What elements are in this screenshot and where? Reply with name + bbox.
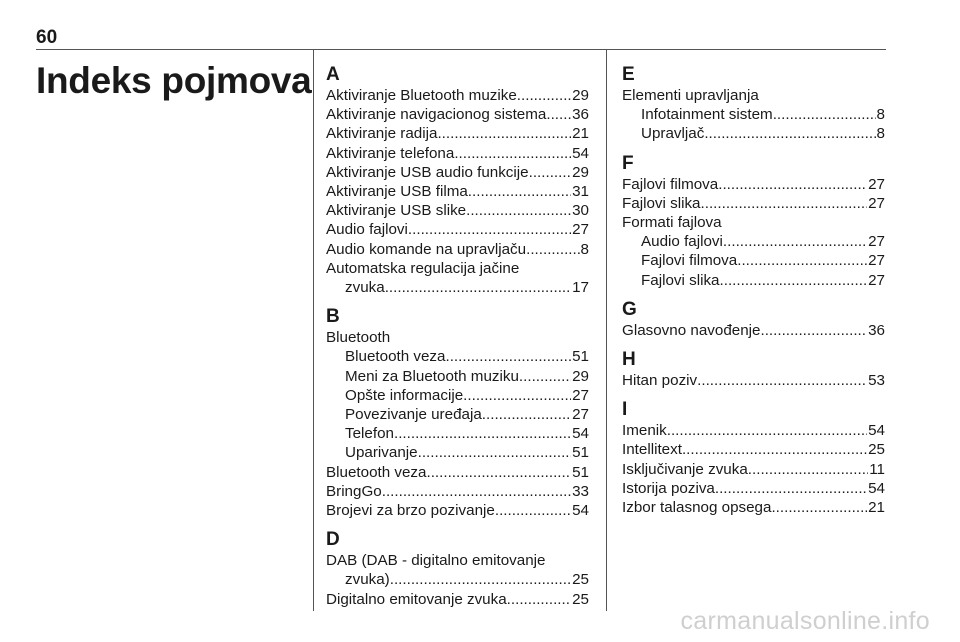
dot-leader bbox=[517, 86, 571, 105]
dot-leader bbox=[748, 460, 868, 479]
index-heading: Formati fajlova bbox=[622, 214, 722, 232]
index-entry bbox=[622, 251, 885, 270]
entry-text: Fajlovi filmova bbox=[622, 175, 719, 193]
entry-text: Fajlovi slika bbox=[622, 194, 701, 212]
index-section bbox=[326, 306, 589, 520]
dot-leader bbox=[715, 479, 867, 498]
entry-text: Meni za Bluetooth muziku bbox=[345, 367, 519, 385]
entry-page: 27 bbox=[572, 406, 589, 424]
entry-page: 54 bbox=[868, 479, 885, 497]
entry-text: Digitalno emitovanje zvuka bbox=[326, 590, 507, 608]
index-entry bbox=[622, 175, 885, 194]
entry-text: Aktiviranje USB audio funkcije bbox=[326, 163, 529, 181]
index-section bbox=[622, 349, 885, 390]
index-section bbox=[622, 64, 885, 144]
entry-page: 51 bbox=[572, 463, 589, 481]
entry-text: Uparivanje bbox=[345, 444, 418, 462]
section-letter: A bbox=[326, 64, 340, 85]
dot-leader bbox=[667, 421, 867, 440]
dot-leader bbox=[437, 124, 571, 143]
entry-page: 54 bbox=[572, 425, 589, 443]
entry-page: 33 bbox=[572, 482, 589, 500]
dot-leader bbox=[382, 482, 571, 501]
index-entry bbox=[326, 163, 589, 182]
entry-text: Audio fajlovi bbox=[641, 233, 723, 251]
entry-page: 11 bbox=[869, 460, 885, 478]
dot-leader bbox=[720, 271, 868, 290]
entry-text: zvuka) bbox=[345, 571, 390, 589]
entry-text: Telefon bbox=[345, 425, 394, 443]
dot-leader bbox=[418, 443, 571, 462]
entry-text: Istorija poziva bbox=[622, 479, 715, 497]
dot-leader bbox=[526, 240, 579, 259]
section-letter: B bbox=[326, 306, 340, 328]
index-entry bbox=[326, 570, 589, 589]
dot-leader bbox=[466, 201, 571, 220]
index-entry bbox=[622, 371, 885, 390]
dot-leader bbox=[468, 182, 571, 201]
entry-text: Aktiviranje telefona bbox=[326, 144, 455, 162]
entry-page: 31 bbox=[572, 183, 589, 201]
index-entry bbox=[326, 367, 589, 386]
entry-text: Upravljač bbox=[641, 125, 705, 143]
entry-text: Audio fajlovi bbox=[326, 221, 408, 239]
entry-page: 54 bbox=[868, 422, 885, 440]
section-letter: F bbox=[622, 152, 634, 174]
index-entry bbox=[622, 440, 885, 459]
entry-text: Fajlovi filmova bbox=[641, 252, 738, 270]
dot-leader bbox=[519, 367, 571, 386]
dot-leader bbox=[482, 405, 571, 424]
index-entry bbox=[326, 386, 589, 405]
section-letter: G bbox=[622, 298, 637, 320]
section-letter: D bbox=[326, 529, 340, 551]
page-number: 60 bbox=[36, 27, 58, 48]
section-letter: I bbox=[622, 399, 628, 421]
index-section bbox=[326, 64, 589, 297]
index-entry bbox=[622, 232, 885, 251]
entry-text: Intellitext bbox=[622, 441, 682, 459]
index-entry bbox=[622, 105, 885, 124]
index-heading: Automatska regulacija jačine bbox=[326, 259, 520, 277]
entry-page: 27 bbox=[868, 175, 885, 193]
index-entry bbox=[326, 443, 589, 462]
entry-text: Aktiviranje Bluetooth muzike bbox=[326, 87, 517, 104]
entry-page: 17 bbox=[572, 279, 589, 297]
index-section bbox=[622, 153, 885, 290]
entry-page: 27 bbox=[868, 271, 885, 289]
index-heading: DAB (DAB - digitalno emitovanje bbox=[326, 552, 546, 570]
index-entry bbox=[622, 194, 885, 213]
entry-page: 27 bbox=[572, 221, 589, 239]
entry-text: Glasovno navođenje bbox=[622, 321, 761, 339]
dot-leader bbox=[771, 498, 867, 517]
entry-text: Isključivanje zvuka bbox=[622, 460, 748, 478]
index-entry bbox=[326, 482, 589, 501]
entry-text: Audio komande na upravljaču bbox=[326, 240, 527, 258]
index-entry bbox=[326, 105, 589, 124]
index-entry bbox=[622, 321, 885, 340]
entry-text: BringGo bbox=[326, 482, 382, 500]
entry-text: Bluetooth veza bbox=[326, 463, 427, 481]
index-entry bbox=[622, 498, 885, 517]
dot-leader bbox=[426, 463, 571, 482]
index-entry bbox=[326, 424, 589, 443]
index-entry bbox=[326, 501, 589, 520]
dot-leader bbox=[507, 590, 571, 609]
entry-page: 36 bbox=[868, 321, 885, 339]
index-section bbox=[326, 529, 589, 609]
section-letter: H bbox=[622, 349, 636, 371]
dot-leader bbox=[704, 124, 875, 143]
dot-leader bbox=[697, 371, 867, 390]
index-entry bbox=[622, 460, 885, 479]
index-entry bbox=[326, 463, 589, 482]
entry-page: 51 bbox=[572, 444, 589, 462]
entry-page: 27 bbox=[868, 194, 885, 212]
index-entry bbox=[326, 240, 589, 259]
dot-leader bbox=[445, 347, 571, 366]
dot-leader bbox=[529, 163, 571, 182]
dot-leader bbox=[701, 194, 868, 213]
entry-text: Imenik bbox=[622, 422, 667, 440]
entry-page: 29 bbox=[572, 367, 589, 385]
entry-text: Brojevi za brzo pozivanje bbox=[326, 502, 495, 520]
entry-text: zvuka bbox=[345, 279, 385, 297]
entry-page: 54 bbox=[572, 502, 589, 520]
entry-page: 8 bbox=[876, 106, 885, 124]
entry-text: Bluetooth veza bbox=[345, 348, 446, 366]
index-section bbox=[622, 399, 885, 517]
header-rule bbox=[36, 49, 886, 50]
index-entry bbox=[326, 201, 589, 220]
entry-page: 25 bbox=[572, 590, 589, 608]
entry-text: Aktiviranje USB filma bbox=[326, 183, 468, 201]
index-entry bbox=[326, 590, 589, 609]
dot-leader bbox=[718, 175, 867, 194]
entry-page: 29 bbox=[572, 163, 589, 181]
index-entry bbox=[622, 421, 885, 440]
entry-page: 21 bbox=[572, 125, 589, 143]
dot-leader bbox=[408, 220, 571, 239]
index-entry bbox=[622, 124, 885, 143]
entry-page: 27 bbox=[868, 252, 885, 270]
index-entry bbox=[622, 271, 885, 290]
index-heading: Bluetooth bbox=[326, 329, 391, 347]
dot-leader bbox=[773, 105, 876, 124]
column-divider-left bbox=[313, 49, 314, 611]
entry-page: 54 bbox=[572, 144, 589, 162]
index-entry bbox=[326, 347, 589, 366]
watermark: carmanualsonline.info bbox=[680, 607, 930, 635]
dot-leader bbox=[454, 144, 571, 163]
entry-text: Hitan poziv bbox=[622, 372, 698, 390]
entry-text: Povezivanje uređaja bbox=[345, 406, 482, 424]
dot-leader bbox=[760, 321, 867, 340]
entry-page: 29 bbox=[572, 87, 589, 104]
index-entry bbox=[326, 124, 589, 143]
entry-page: 27 bbox=[572, 386, 589, 404]
entry-text: Izbor talasnog opsega bbox=[622, 499, 772, 517]
index-entry bbox=[326, 144, 589, 163]
entry-text: Aktiviranje navigacionog sistema. bbox=[326, 106, 551, 124]
entry-text: Opšte informacije bbox=[345, 386, 464, 404]
index-section bbox=[622, 299, 885, 340]
entry-page: 51 bbox=[572, 348, 589, 366]
page-title: Indeks pojmova bbox=[36, 60, 312, 101]
index-heading: Elementi upravljanja bbox=[622, 87, 759, 104]
column-divider-right bbox=[606, 49, 607, 611]
entry-page: 27 bbox=[868, 233, 885, 251]
index-entry bbox=[326, 278, 589, 297]
entry-text: Aktiviranje radija bbox=[326, 125, 438, 143]
index-entry bbox=[326, 182, 589, 201]
dot-leader bbox=[385, 278, 571, 297]
index-column-2 bbox=[622, 64, 885, 517]
entry-text: Infotainment sistem bbox=[641, 106, 773, 124]
entry-page: 8 bbox=[876, 125, 885, 143]
index-column-1 bbox=[326, 64, 589, 609]
entry-text: Fajlovi slika bbox=[641, 271, 720, 289]
entry-page: 21 bbox=[868, 499, 885, 517]
entry-page: 53 bbox=[868, 372, 885, 390]
index-entry bbox=[622, 479, 885, 498]
index-entry bbox=[326, 405, 589, 424]
dot-leader bbox=[682, 440, 867, 459]
entry-page: 8 bbox=[580, 240, 589, 258]
dot-leader bbox=[737, 251, 867, 270]
dot-leader bbox=[723, 232, 867, 251]
dot-leader bbox=[394, 424, 571, 443]
entry-text: Aktiviranje USB slike bbox=[326, 202, 467, 220]
dot-leader bbox=[390, 570, 571, 589]
dot-leader bbox=[551, 105, 572, 124]
dot-leader bbox=[495, 501, 571, 520]
entry-page: 36 bbox=[572, 106, 589, 124]
entry-page: 25 bbox=[868, 441, 885, 459]
section-letter: E bbox=[622, 64, 635, 85]
index-entry bbox=[326, 220, 589, 239]
dot-leader bbox=[463, 386, 571, 405]
entry-page: 25 bbox=[572, 571, 589, 589]
entry-page: 30 bbox=[572, 202, 589, 220]
index-entry bbox=[326, 86, 589, 105]
